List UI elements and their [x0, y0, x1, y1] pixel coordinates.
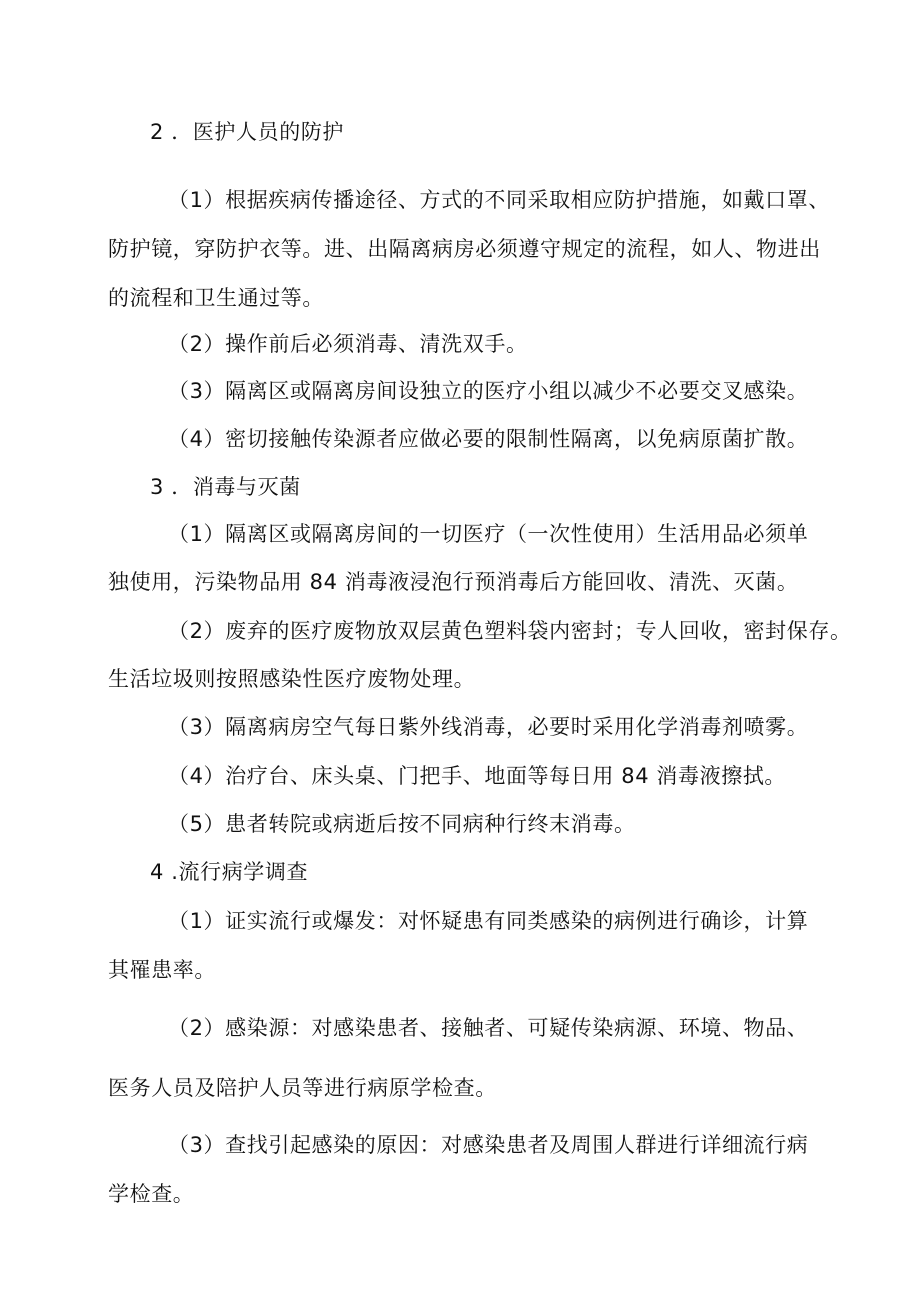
section-heading-3: 3 ．消毒与灭菌 — [150, 475, 301, 499]
paragraph-line: 防护镜，穿防护衣等。进、出隔离病房必须遵守规定的流程，如人、物进出 — [108, 237, 821, 261]
paragraph-line: （2）废弃的医疗废物放双层黄色塑料袋内密封；专人回收，密封保存。 — [168, 619, 852, 643]
paragraph-line: （1）证实流行或爆发：对怀疑患有同类感染的病例进行确诊，计算 — [168, 909, 809, 933]
section-heading-2: 2 ．医护人员的防护 — [150, 120, 345, 144]
paragraph-line: 的流程和卫生通过等。 — [108, 286, 324, 310]
paragraph-line: 其罹患率。 — [108, 958, 216, 982]
paragraph-line: 医务人员及陪护人员等进行病原学检查。 — [108, 1076, 497, 1100]
paragraph-line: （1）根据疾病传播途径、方式的不同采取相应防护措施，如戴口罩、 — [168, 188, 830, 212]
paragraph-line: （1）隔离区或隔离房间的一切医疗（一次性使用）生活用品必须单 — [168, 522, 809, 546]
paragraph-line: （5）患者转院或病逝后按不同病种行终末消毒。 — [168, 812, 636, 836]
paragraph-line: 生活垃圾则按照感染性医疗废物处理。 — [108, 667, 476, 691]
paragraph-line: 学检查。 — [108, 1182, 195, 1206]
paragraph-line: （2）操作前后必须消毒、清洗双手。 — [168, 332, 528, 356]
paragraph-line: （4）治疗台、床头桌、门把手、地面等每日用 84 消毒液擦拭。 — [168, 764, 787, 788]
paragraph-line: （3）隔离病房空气每日紫外线消毒，必要时采用化学消毒剂喷雾。 — [168, 715, 809, 739]
paragraph-line: （2）感染源：对感染患者、接触者、可疑传染病源、环境、物品、 — [168, 1016, 809, 1040]
paragraph-line: （4）密切接触传染源者应做必要的限制性隔离，以免病原菌扩散。 — [168, 427, 809, 451]
paragraph-line: （3）隔离区或隔离房间设独立的医疗小组以减少不必要交叉感染。 — [168, 379, 809, 403]
paragraph-line: 独使用，污染物品用 84 消毒液浸泡行预消毒后方能回收、清洗、灭菌。 — [108, 570, 799, 594]
paragraph-line: （3）查找引起感染的原因：对感染患者及周围人群进行详细流行病 — [168, 1133, 809, 1157]
section-heading-4: 4 .流行病学调查 — [150, 860, 309, 884]
